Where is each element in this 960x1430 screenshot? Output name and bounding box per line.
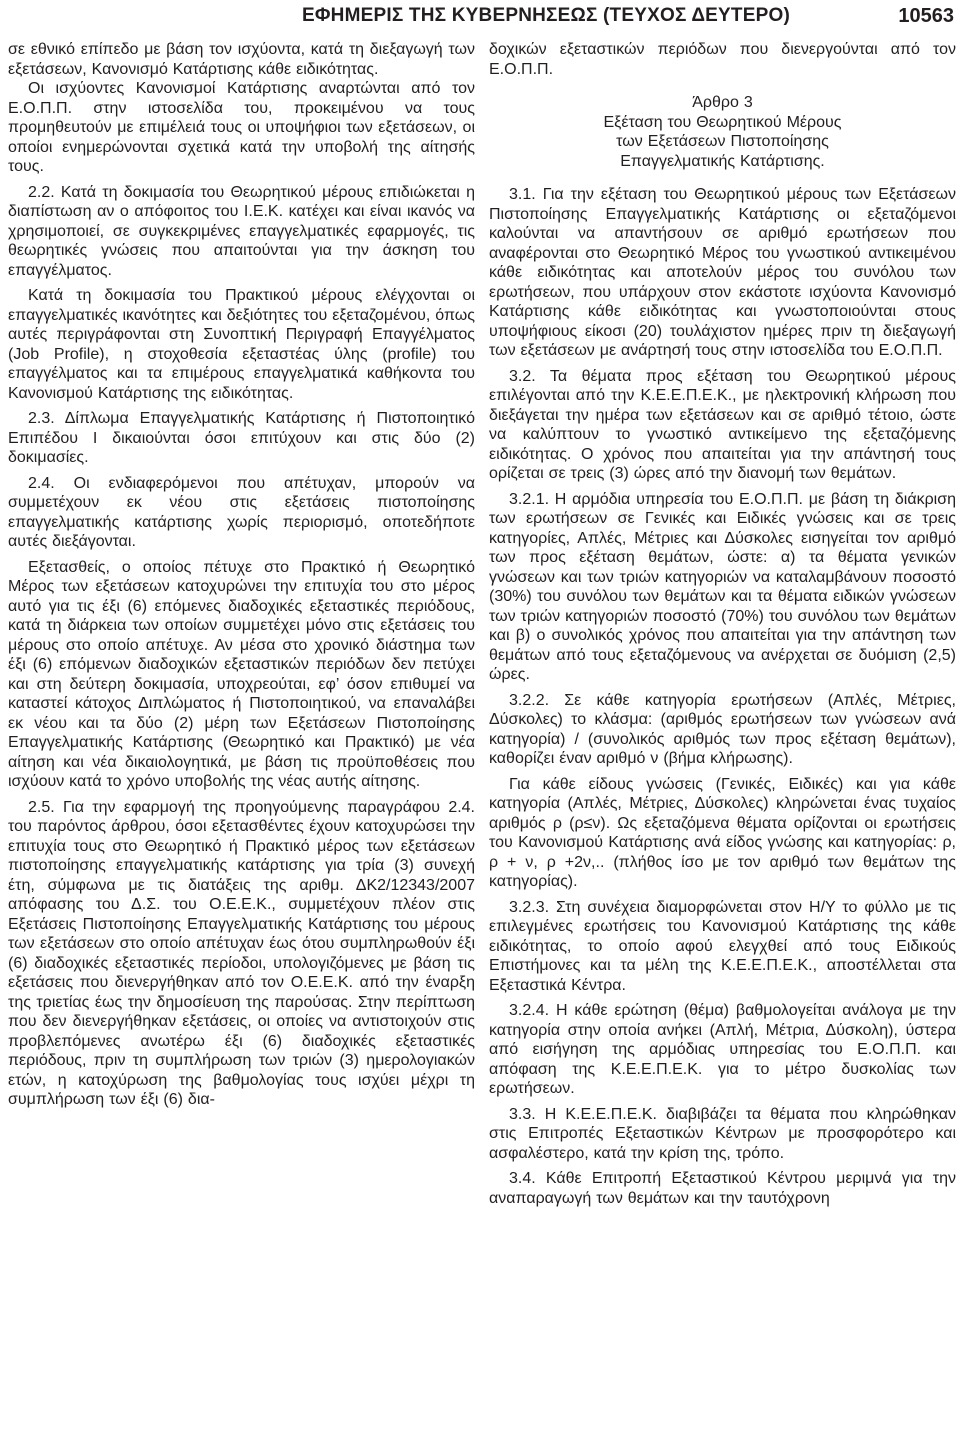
article-heading <box>489 93 956 171</box>
paragraph: Κατά τη δοκιμασία του Πρακτικού μέρους ελέγχονται οι επαγγελματικές ικανότητες και δεξιότητες του εξεταζομένου, όπως αυτές περιγράφονται στη Συνοπτική Περιγραφή Επαγγέλματος (Job Profile), η στοχοθεσία εξεταστέας ύλης (profile) του επαγγέλματος και τα επιμέρους επαγγελματικά καθήκοντα του Κανονισμού Κατάρτισης της ειδικότητας. <box>8 287 475 402</box>
gazette-title: ΕΦΗΜΕΡΙΣ ΤΗΣ ΚΥΒΕΡΝΗΣΕΩΣ (ΤΕΥΧΟΣ ΔΕΥΤΕΡΟ) <box>302 5 790 26</box>
article-title-line: Επαγγελματικής Κατάρτισης. <box>620 152 825 170</box>
paragraph: 3.2.1. Η αρμόδια υπηρεσία του Ε.Ο.Π.Π. με βάση τη διάκριση των ερωτήσεων σε Γενικές και Ειδικές γνώσεις και σε τρεις κατηγορίες, Απλές, Μέτριες και Δύσκολες εισηγείται τον αριθμό των προς εξέταση θεμάτων, ώστε: α) τα θέματα γενικών γνώσεων και των τριών κατηγοριών να καταλαμβάνουν ποσοστό (30%) του συνόλου των θεμάτων και τα θέματα ειδικών γνώσεων των τριών κατηγοριών ποσοστό (70%) του συνόλου των θεμάτων και β) ο συνολικός χρόνος που απαιτείται για την απάντηση των θεμάτων από τους εξεταζόμενους να ανέρχεται σε δυόμιση (2,5) ώρες. <box>489 490 956 683</box>
article-number: Άρθρο 3 <box>692 94 753 111</box>
paragraph: 2.4. Οι ενδιαφερόμενοι που απέτυχαν, μπορούν να συμμετέχουν εκ νέου στις εξετάσεις πιστοποίησης επαγγελματικής κατάρτισης χωρίς περιορισμό, οποτεδήποτε αυτές διεξάγονται. <box>8 474 475 550</box>
page-header <box>0 0 960 30</box>
paragraph: 3.2.3. Στη συνέχεια διαμορφώνεται στον Η/Υ το φύλλο με τις επιλεγμένες ερωτήσεις του Κανονισμού Κατάρτισης της κάθε ειδικότητας, το οποίο αφού ελεγχθεί από τους Ειδικούς Επιστήμονες και τα μέλη της Κ.Ε.Ε.Π.Ε.Κ., αποστέλλεται στα Εξεταστικά Κέντρα. <box>489 898 956 994</box>
paragraph: 3.2.4. Η κάθε ερώτηση (θέμα) βαθμολογείται ανάλογα με την κατηγορία στην οποία ανήκει (Απλή, Μέτρια, Δύσκολη), ύστερα από εισήγηση της αρμόδιας υπηρεσίας του Ε.Ο.Π.Π. και απόφαση της Κ.Ε.Ε.Π.Ε.Κ. για το μέτρο δυσκολίας των ερωτήσεων. <box>489 1002 956 1097</box>
paragraph: Οι ισχύοντες Κανονισμοί Κατάρτισης αναρτώνται από τον Ε.Ο.Π.Π. στην ιστοσελίδα του, προκειμένου να τους προμηθευτούν με επιμέλειά τους οι υποψήφιοι των εξετάσεων, οι οποίοι ενημερώνονται σχετικά κατά την υποβολή της αίτησής τους. <box>8 80 475 175</box>
article-title-line: των Εξετάσεων Πιστοποίησης <box>616 133 829 150</box>
paragraph: 3.4. Κάθε Επιτροπή Εξεταστικού Κέντρου μεριμνά για την αναπαραγωγή των θεμάτων και την ταυτόχρονη <box>489 1170 956 1207</box>
paragraph: 3.2. Τα θέματα προς εξέταση του Θεωρητικού μέρους επιλέγονται από την Κ.Ε.Ε.Π.Ε.Κ., με ηλεκτρονική κλήρωση που διεξάγεται την ημέρα των εξετάσεων και σε αριθμό τέτοιο, ώστε να καλύπτουν το γνωστικό αντικείμενο της εξεταζόμενης ειδικότητας. Ο χρόνος που απαιτείται για την απάντησή τους ορίζεται σε τρεις (3) ώρες από την διανομή των θεμάτων. <box>489 367 956 482</box>
paragraph: 3.1. Για την εξέταση του Θεωρητικού μέρους των Εξετάσεων Πιστοποίησης Επαγγελματικής Κατάρτισης οι εξεταζόμενοι καλούνται να απαντήσουν σε αριθμό ερωτήσεων που αναφέρονται στο Θεωρητικό Μέρος του γνωστικού αντικειμένου κάθε ειδικότητας και αποτελούν μέρος του συνόλου των ερωτήσεων, που υπάρχουν στον εκάστοτε ισχύοντα Κανονισμό Κατάρτισης κάθε ειδικότητας και γνωστοποιούνται στους υποψήφιους είκοσι (20) τουλάχιστον ημέρες πριν τη διεξαγωγή των εξετάσεων με ανάρτησή τους στην ιστοσελίδα του Ε.Ο.Π.Π. <box>489 186 956 359</box>
paragraph: δοχικών εξεταστικών περιόδων που διενεργούνται από τον Ε.Ο.Π.Π. <box>489 41 956 78</box>
page-number: 10563 <box>898 5 954 27</box>
right-column <box>489 40 956 1208</box>
paragraph: Για κάθε είδους γνώσεις (Γενικές, Ειδικές) και για κάθε κατηγορία (Απλές, Μέτριες, Δύσκολες) κληρώνεται ένας τυχαίος αριθμός ρ (ρ≤ν). Ως εξεταζόμενα θέματα ορίζονται οι ερωτήσεις του Κανονισμού Κατάρτισης ανά είδος γνώσης και κατηγορίας: ρ, ρ + ν, ρ +2ν,.. (πλήθος ίσο με τον αριθμό των θεμάτων της κατηγορίας). <box>489 775 956 890</box>
paragraph: 2.2. Κατά τη δοκιμασία του Θεωρητικού μέρους επιδιώκεται η διαπίστωση αν ο απόφοιτος του Ι.Ε.Κ. κατέχει και είναι ικανός να χρησιμοποιεί, σε συγκεκριμένες επαγγελματικές εφαρμογές, τις θεωρητικές γνώσεις που απαιτούνται για την άσκηση του επαγγέλματος. <box>8 183 475 279</box>
article-title-line: Εξέταση του Θεωρητικού Μέρους <box>603 113 842 131</box>
paragraph: 3.3. Η Κ.Ε.Ε.Π.Ε.Κ. διαβιβάζει τα θέματα που κληρώθηκαν στις Επιτροπές Εξεταστικών Κέντρων με προσφορότερο και ασφαλέστερο, κατά την κρίση της, τρόπο. <box>489 1105 956 1162</box>
paragraph: 3.2.2. Σε κάθε κατηγορία ερωτήσεων (Απλές, Μέτριες, Δύσκολες) το κλάσμα: (αριθμός ερωτήσεων των γνώσεων ανά κατηγορία) / (συνολικός αριθμός των προς εξέταση θεμάτων), καθορίζει έναν αριθμό ν (βήμα κλήρωσης). <box>489 691 956 767</box>
left-column <box>8 40 475 1110</box>
paragraph: 2.5. Για την εφαρμογή της προηγούμενης παραγράφου 2.4. του παρόντος άρθρου, όσοι εξετασθέντες έχουν κατοχυρώσει την επιτυχία τους στο Θεωρητικό ή Πρακτικό μέρος των εξετάσεων πιστοποίησης επαγγελματικής κατάρτισης για τρία (3) συνεχή έτη, σύμφωνα με τις διατάξεις της αριθμ. ΔΚ2/12343/2007 απόφασης του Δ.Σ. του Ο.Ε.Ε.Κ., συμμετέχουν πλέον στις Εξετάσεις Πιστοποίησης Επαγγελματικής Κατάρτισης του μέρους των εξετάσεων στο οποίο απέτυχαν έως ότου συμπληρωθούν έξι (6) διαδοχικές εξεταστικές περίοδοι, υπολογιζόμενες με βάση τις εξετάσεις που διενεργήθηκαν από τον Ο.Ε.Ε.Κ. από την έναρξη της τριετίας έως την δημοσίευση της παρούσας. Στην περίπτωση που δεν διενεργήθηκαν εξετάσεις, οι οποίες να αντιστοιχούν στις προβλεπόμενες ανωτέρω έξι (6) διαδοχικές εξεταστικές περιόδους, πριν τη συμπλήρωση των τριών (3) ημερολογιακών ετών, η κατοχύρωση της βαθμολογίας τους ισχύει μέχρι τη συμπλήρωση των έξι (6) δια- <box>8 798 475 1108</box>
paragraph: σε εθνικό επίπεδο με βάση τον ισχύοντα, κατά τη διεξαγωγή των εξετάσεων, Κανονισμό Κατάρτισης κάθε ειδικότητας. <box>8 41 475 78</box>
paragraph: Εξετασθείς, ο οποίος πέτυχε στο Πρακτικό ή Θεωρητικό Μέρος των εξετάσεων κατοχυρώνει την επιτυχία του στο μέρος αυτό για τις έξι (6) επόμενες διαδοχικές εξεταστικές περιόδους, κατά τη διάρκεια των οποίων συμμετέχει μόνο στις εξετάσεις του μέρους στο οποίο απέτυχε. Αν μέσα στο χρονικό διάστημα των έξι (6) επόμενων διαδοχικών εξεταστικών περιόδων δεν πετύχει και στη δεύτερη δοκιμασία, υποχρεούται, εφ’ όσον επιθυμεί να καταστεί κάτοχος Διπλώματος ή Πιστοποιητικού, να επαναλάβει εκ νέου και τα δύο (2) μέρη των Εξετάσεων Πιστοποίησης Επαγγελματικής Κατάρτισης (Θεωρητικό και Πρακτικό) με νέα αίτηση και νέα δικαιολογητικά, με βάση τις προϋποθέσεις που ισχύουν κατά το χρόνο υποβολής της νέας αυτής αίτησης. <box>8 558 475 790</box>
paragraph: 2.3. Δίπλωμα Επαγγελματικής Κατάρτισης ή Πιστοποιητικό Επιπέδου Ι δικαιούνται όσοι επιτύχουν και στις δύο (2) δοκιμασίες. <box>8 410 475 466</box>
